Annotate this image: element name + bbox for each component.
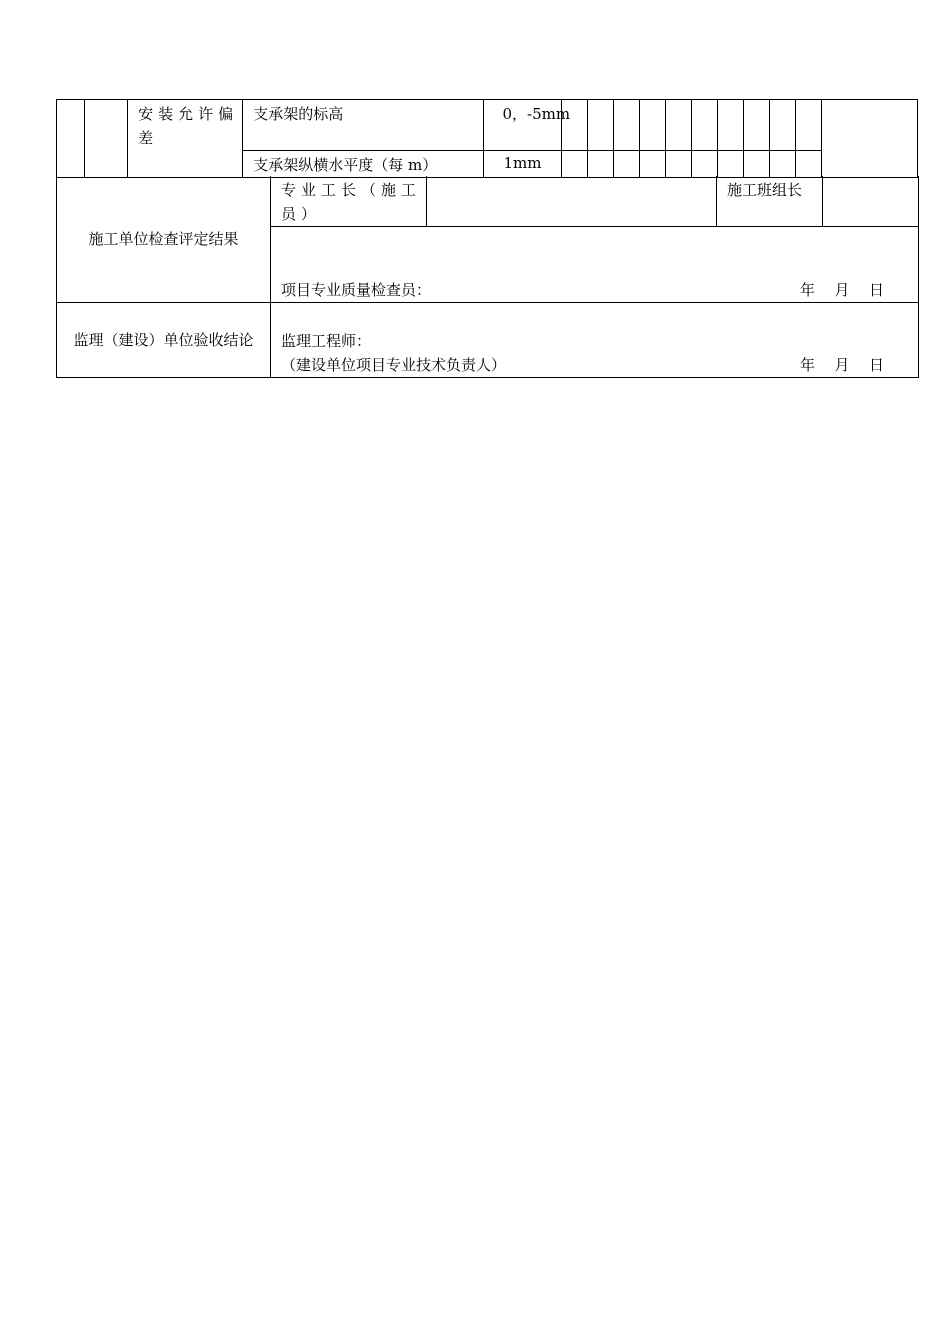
measure-cell[interactable] [639, 100, 665, 151]
measure-cell[interactable] [743, 151, 769, 178]
measure-cell[interactable] [743, 100, 769, 151]
date-month: 月 [834, 356, 850, 374]
supervision-title: 监理（建设）单位验收结论 [57, 303, 271, 378]
supervision-cell[interactable] [271, 303, 919, 378]
measure-cell[interactable] [587, 151, 613, 178]
engineer-label: 监理工程师： [281, 332, 372, 350]
item-name: 支承架纵横水平度（每 m） [243, 151, 484, 178]
signature-table [56, 176, 919, 378]
date-year: 年 [800, 356, 816, 374]
item-value: 0，-5mm [484, 100, 561, 151]
foreman-label: 专业工长（施工员） [271, 176, 427, 227]
date-day: 日 [868, 356, 884, 374]
date-year: 年 [800, 281, 816, 299]
date-month: 月 [834, 281, 850, 299]
supervision-date [800, 353, 918, 377]
measure-cell[interactable] [665, 100, 691, 151]
measure-cell[interactable] [795, 151, 821, 178]
construction-check-title: 施工单位检查评定结果 [57, 176, 271, 303]
measure-cell[interactable] [665, 151, 691, 178]
measure-cell[interactable] [587, 100, 613, 151]
measure-cell[interactable] [717, 151, 743, 178]
tolerance-table [56, 99, 918, 178]
item-name: 支承架的标高 [243, 100, 484, 151]
measure-cell[interactable] [639, 151, 665, 178]
measure-cell[interactable] [561, 151, 587, 178]
tolerance-category-label: 安装允许偏差 [128, 100, 243, 178]
measure-cell[interactable] [769, 151, 795, 178]
inspector-cell[interactable] [271, 227, 919, 303]
owner-label: （建设单位项目专业技术负责人） [281, 356, 507, 374]
team-leader-label: 施工班组长 [717, 176, 823, 227]
date-day: 日 [868, 281, 884, 299]
item-value: 1mm [484, 151, 561, 178]
measure-cell[interactable] [613, 100, 639, 151]
measure-cell[interactable] [691, 100, 717, 151]
inspector-label: 项目专业质量检查员： [281, 281, 432, 299]
result-cell[interactable] [821, 100, 917, 178]
team-leader-value[interactable] [823, 176, 919, 227]
measure-cell[interactable] [717, 100, 743, 151]
measure-cell[interactable] [691, 151, 717, 178]
blank-cell [85, 100, 128, 178]
inspector-date [800, 278, 918, 302]
measure-cell[interactable] [769, 100, 795, 151]
measure-cell[interactable] [795, 100, 821, 151]
blank-cell [57, 100, 85, 178]
measure-cell[interactable] [613, 151, 639, 178]
foreman-value[interactable] [427, 176, 717, 227]
